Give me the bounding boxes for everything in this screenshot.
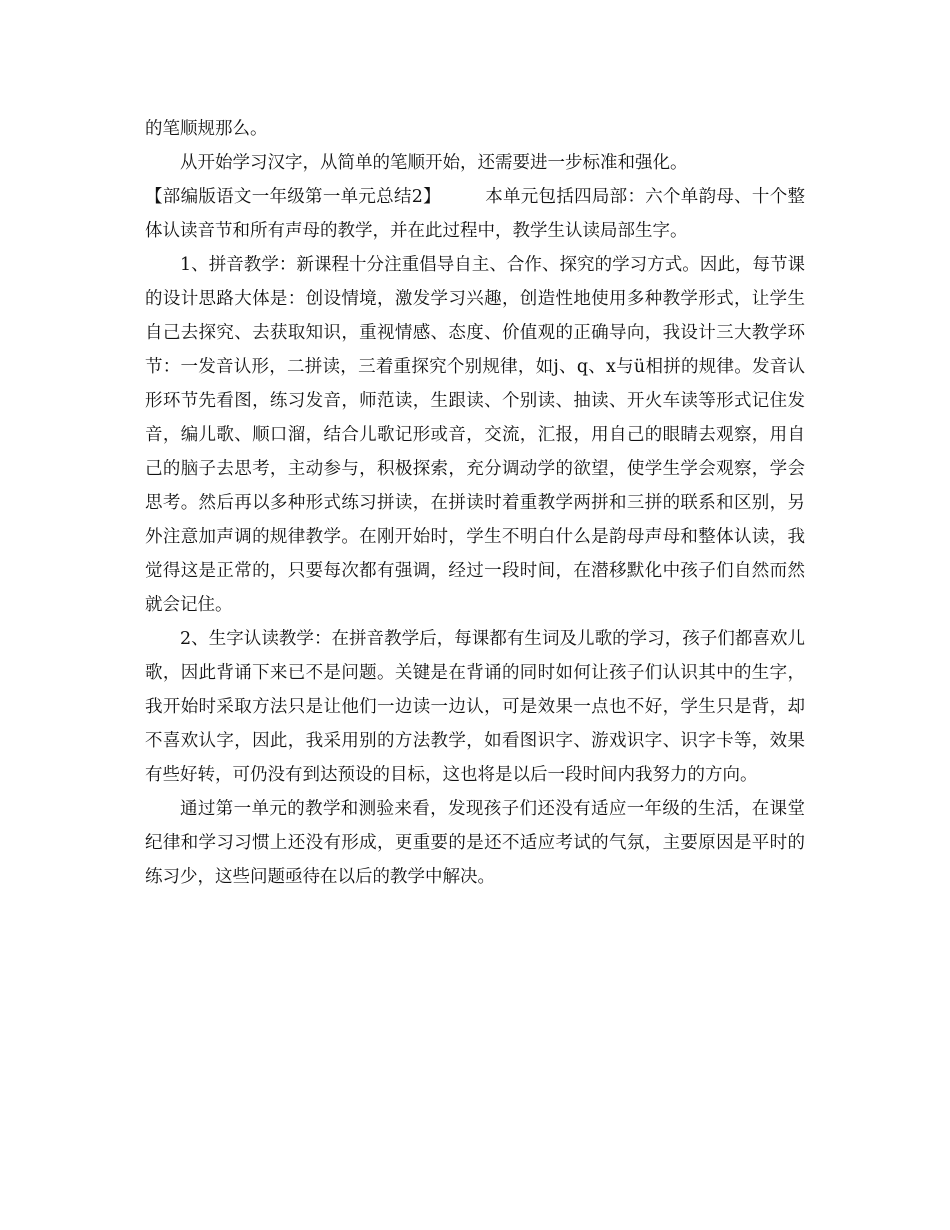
section-intro-text: 本单元包括四局部：六个单韵母、十个整体认读音节和所有声母的教学，并在此过程中，教学生认读局部生字。	[145, 187, 805, 241]
paragraph-5: 通过第一单元的教学和测验来看，发现孩子们还没有适应一年级的生活，在课堂纪律和学习习惯上还没有形成，更重要的是还不适应考试的气氛，主要原因是平时的练习少，这些问题亟待在以后的教学中解决。	[145, 799, 805, 887]
paragraph-0: 的笔顺规那么。	[145, 119, 268, 139]
paragraph-4: 2、生字认读教学：在拼音教学后，每课都有生词及儿歌的学习，孩子们都喜欢儿歌，因此背诵下来已不是问题。关键是在背诵的同时如何让孩子们认识其中的生字，我开始时采取方法只是让他们一边读一边认，可是效果一点也不好，学生只是背，却不喜欢认字，因此，我采用别的方法教学，如看图识字、游戏识字、识字卡等，效果有些好转，可仍没有到达预设的目标，这也将是以后一段时间内我努力的方向。	[145, 629, 805, 785]
section-heading: 【部编版语文一年级第一单元总结2】	[145, 187, 441, 207]
paragraph-3: 1、拼音教学：新课程十分注重倡导自主、合作、探究的学习方式。因此，每节课的设计思路大体是：创设情境，激发学习兴趣，创造性地使用多种教学形式，让学生自己去探究、去获取知识，重视情感、态度、价值观的正确导向，我设计三大教学环节：一发音认形，二拼读，三着重探究个别规律，如j、q、x与ü相拼的规律。发音认形环节先看图，练习发音，师范读，生跟读、个别读、抽读、开火车读等形式记住发音，编儿歌、顺口溜，结合儿歌记形或音，交流，汇报，用自己的眼睛去观察，用自己的脑子去思考，主动参与，积极探索，充分调动学的欲望，使学生学会观察，学会思考。然后再以多种形式练习拼读，在拼读时着重教学两拼和三拼的联系和区别，另外注意加声调的规律教学。在刚开始时，学生不明白什么是韵母声母和整体认读，我觉得这是正常的，只要每次都有强调，经过一段时间，在潜移默化中孩子们自然而然就会记住。	[145, 255, 805, 615]
paragraph-2	[145, 180, 805, 248]
document-body	[145, 112, 805, 894]
paragraph-1: 从开始学习汉字，从简单的笔顺开始，还需要进一步标准和强化。	[180, 153, 688, 173]
